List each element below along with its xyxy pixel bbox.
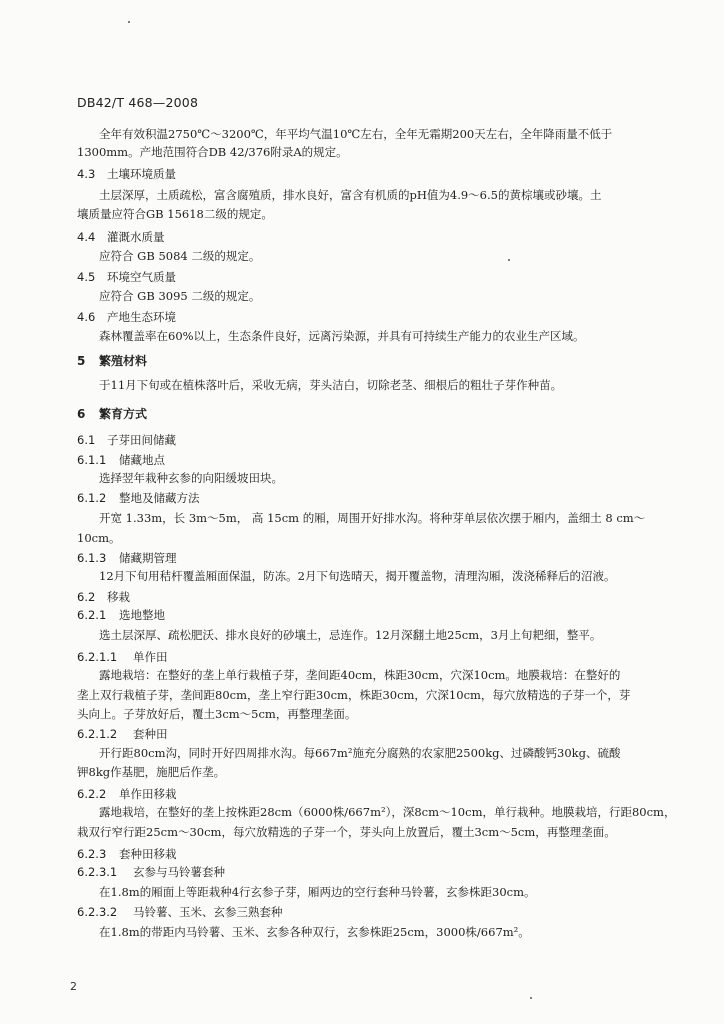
- chapter-heading: [77, 353, 147, 369]
- paragraph-line: 开宽 1.33m，长 3m～5m， 高 15cm 的厢，周围开好排水沟。将种芽单层依次摆于厢内，盖细土 8 cm～: [99, 511, 646, 525]
- section-heading: [77, 550, 177, 566]
- paragraph-line: 1300mm。产地范围符合DB 42/376附录A的规定。: [77, 145, 348, 159]
- section-number: 4.5: [77, 270, 96, 284]
- section-title: 灌溉水质量: [107, 230, 165, 244]
- section-number: 4.4: [77, 230, 96, 244]
- section-title: 整地及储藏方法: [119, 491, 200, 505]
- section-title: 环境空气质量: [107, 270, 176, 284]
- section-heading: [77, 726, 168, 742]
- document-code-header: DB42/T 468—2008: [77, 95, 199, 110]
- section-title: 土壤环境质量: [107, 167, 176, 181]
- section-number: 4.6: [77, 310, 96, 324]
- section-number: 6.2.1: [77, 608, 107, 622]
- section-title: 套种田移栽: [119, 847, 177, 861]
- section-heading: [77, 166, 176, 182]
- section-number: 6.2: [77, 590, 96, 604]
- section-number: 6.1: [77, 433, 96, 447]
- paragraph-line: 全年有效积温2750℃～3200℃，年平均气温10℃左右，全年无霜期200天左右，全年降雨量不低于: [99, 127, 613, 141]
- paragraph-line: 选择翌年栽种玄参的向阳缓坡田块。: [99, 471, 283, 485]
- paragraph-line: 栽双行窄行距25cm～30cm，每穴放精选的子芽一个，芽头向上放置后，覆土3cm～5cm，再整理垄面。: [77, 825, 616, 839]
- paragraph-line: 开行距80cm沟，同时开好四周排水沟。每667m²施充分腐熟的农家肥2500kg、过磷酸钙30kg、硫酸: [99, 746, 621, 760]
- section-title: 玄参与马铃薯套种: [133, 865, 225, 879]
- section-heading: [77, 490, 200, 506]
- section-title: 单作田: [133, 650, 168, 664]
- paragraph-line: 露地栽培，在整好的垄上按株距28cm（6000株/667m²），深8cm～10cm，单行栽种。地膜栽培，行距80cm，: [99, 805, 676, 819]
- section-number: 4.3: [77, 167, 96, 181]
- section-title: 选地整地: [119, 608, 165, 622]
- section-heading: [77, 607, 165, 623]
- section-number: 6.2.3.1: [77, 865, 118, 879]
- section-number: 6.1.3: [77, 551, 107, 565]
- section-title: 子芽田间储藏: [107, 433, 176, 447]
- section-number: 6.2.1.2: [77, 727, 118, 741]
- section-title: 移栽: [107, 590, 130, 604]
- paragraph-line: 森林覆盖率在60%以上，生态条件良好，远离污染源，并具有可持续生产能力的农业生产区域。: [99, 329, 585, 343]
- section-title: 产地生态环境: [107, 310, 176, 324]
- section-number: 6.2.1.1: [77, 650, 118, 664]
- section-heading: [77, 786, 177, 802]
- section-heading: [77, 229, 165, 245]
- paragraph-line: 露地栽培：在整好的垄上单行栽植子芽，垄间距40cm，株距30cm，穴深10cm。地膜栽培：在整好的: [99, 668, 621, 682]
- section-title: 套种田: [133, 727, 168, 741]
- section-heading: [77, 432, 176, 448]
- section-number: 6.2.3.2: [77, 905, 118, 919]
- section-title: 马铃薯、玉米、玄参三熟套种: [133, 905, 283, 919]
- paragraph-line: 10cm。: [77, 531, 121, 545]
- paragraph-line: 12月下旬用秸杆覆盖厢面保温，防冻。2月下旬选晴天，揭开覆盖物，清理沟厢，泼浇稀释后的沼液。: [99, 569, 616, 583]
- section-number: 5: [77, 354, 86, 368]
- section-title: 单作田移栽: [119, 787, 177, 801]
- section-heading: [77, 864, 225, 880]
- paragraph-line: 在1.8m的带距内马铃薯、玉米、玄参各种双行，玄参株距25cm，3000株/667m²。: [99, 925, 530, 939]
- section-heading: [77, 452, 165, 468]
- section-number: 6.1.1: [77, 453, 107, 467]
- section-number: 6.1.2: [77, 491, 107, 505]
- chapter-heading: [77, 406, 147, 422]
- section-title: 储藏地点: [119, 453, 165, 467]
- paragraph-line: 应符合 GB 3095 二级的规定。: [99, 289, 261, 303]
- section-heading: [77, 309, 176, 325]
- section-title: 繁育方式: [99, 407, 148, 421]
- section-number: 6.2.3: [77, 847, 107, 861]
- paragraph-line: 壤质量应符合GB 15618二级的规定。: [77, 207, 273, 221]
- scan-speck: [530, 997, 532, 999]
- section-title: 繁殖材料: [99, 354, 148, 368]
- section-heading: [77, 904, 283, 920]
- paragraph-line: 头向上。子芽放好后，覆土3cm～5cm，再整理垄面。: [77, 707, 357, 721]
- paragraph-line: 钾8kg作基肥，施肥后作垄。: [77, 765, 226, 779]
- section-number: 6.2.2: [77, 787, 107, 801]
- paragraph-line: 在1.8m的厢面上等距栽种4行玄参子芽，厢两边的空行套种马铃薯，玄参株距30cm。: [99, 885, 536, 899]
- paragraph-line: 于11月下旬或在植株落叶后，采收无病，芽头洁白，切除老茎、细根后的粗壮子芽作种苗。: [99, 378, 563, 392]
- paragraph-line: 土层深厚，土质疏松，富含腐殖质，排水良好，富含有机质的pH值为4.9～6.5的黄棕壤或砂壤。土: [99, 188, 602, 202]
- page-number: 2: [70, 980, 77, 993]
- section-title: 储藏期管理: [119, 551, 177, 565]
- paragraph-line: 应符合 GB 5084 二级的规定。: [99, 249, 261, 263]
- section-number: 6: [77, 407, 86, 421]
- scan-speck: [508, 259, 510, 261]
- section-heading: [77, 269, 176, 285]
- section-heading: [77, 846, 177, 862]
- paragraph-line: 垄上双行栽植子芽，垄间距80cm，垄上窄行距30cm，株距30cm，穴深10cm，每穴放精选的子芽一个，芽: [77, 688, 631, 702]
- section-heading: [77, 589, 130, 605]
- scan-speck: [128, 21, 130, 23]
- section-heading: [77, 649, 168, 665]
- paragraph-line: 选土层深厚、疏松肥沃、排水良好的砂壤土，忌连作。12月深翻土地25cm，3月上旬耙细，整平。: [99, 628, 602, 642]
